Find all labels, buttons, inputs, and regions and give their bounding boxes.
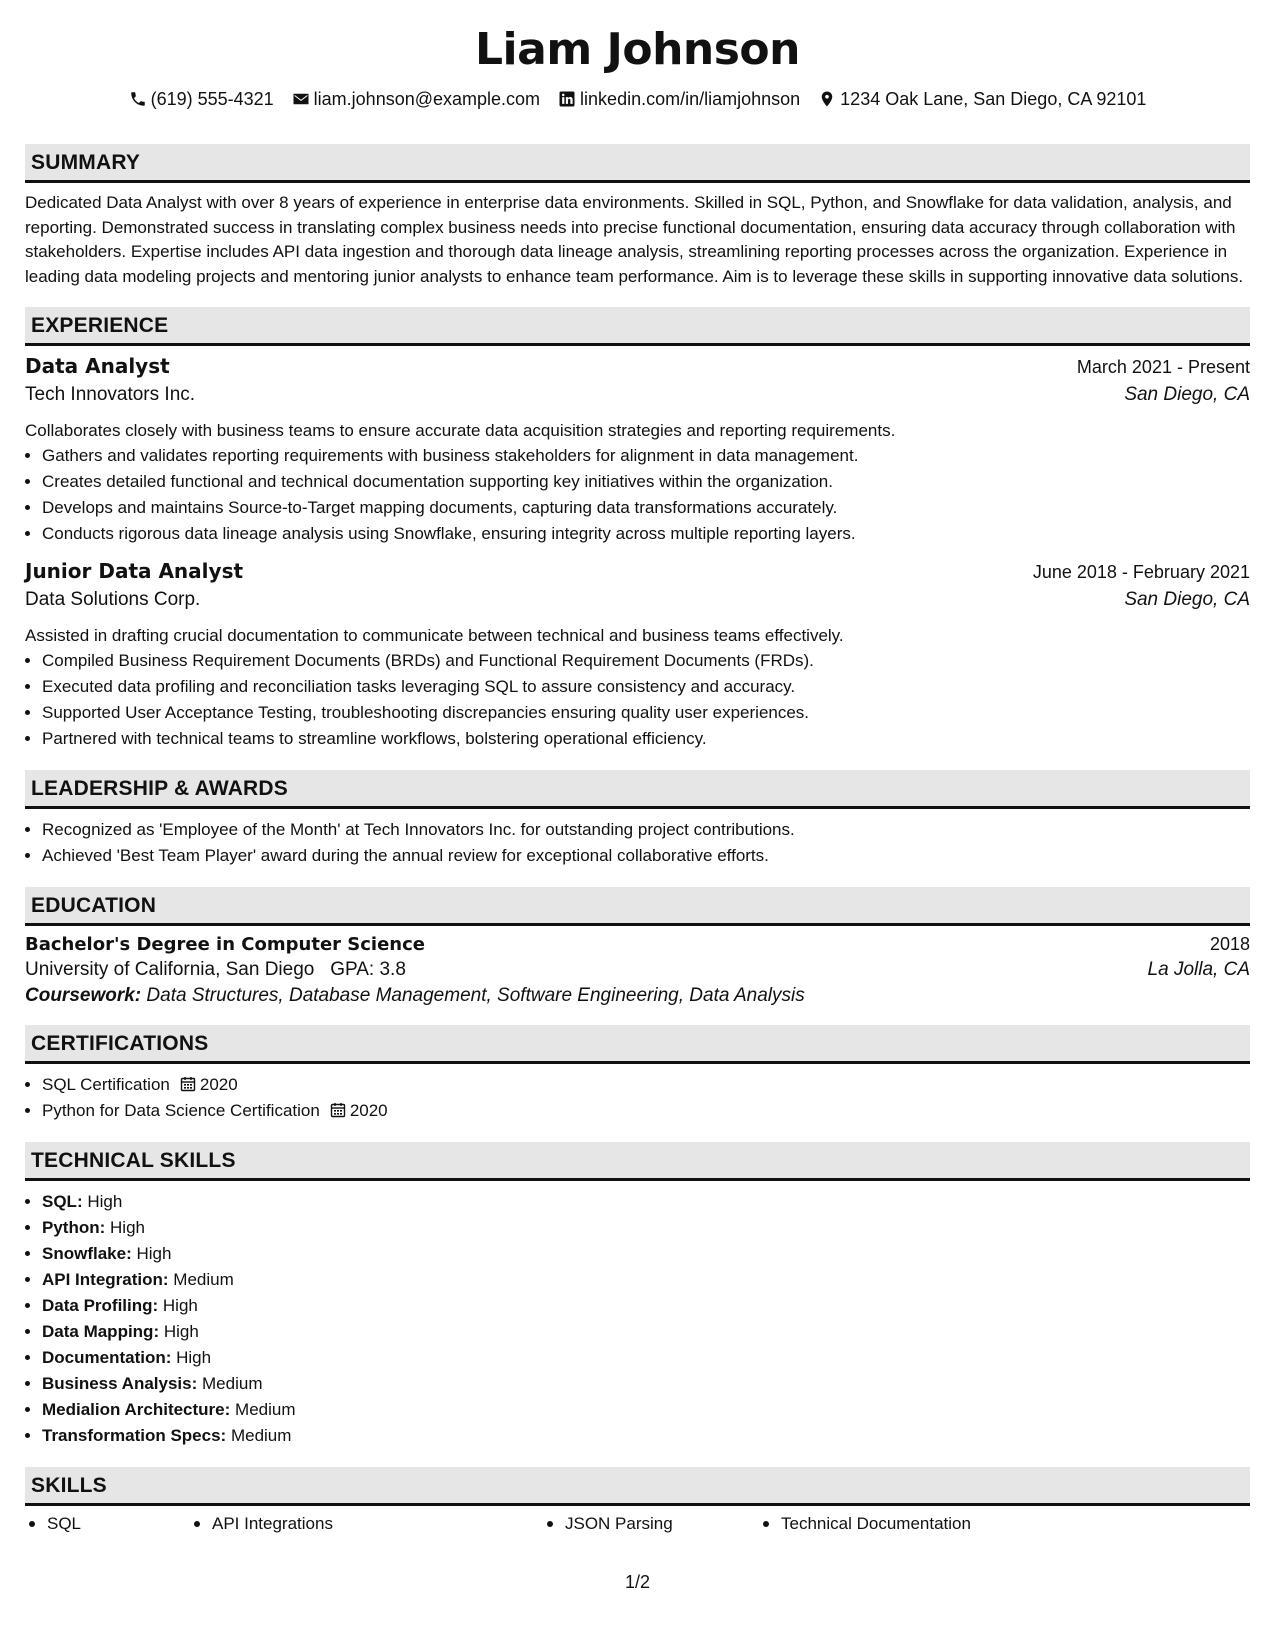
job-title: Junior Data Analyst bbox=[25, 559, 244, 583]
skill-name: Transformation Specs: bbox=[42, 1426, 227, 1445]
list-item bbox=[42, 1293, 1250, 1319]
education-heading: EDUCATION bbox=[25, 887, 1250, 926]
list-item bbox=[25, 1514, 190, 1534]
skill-name: Snowflake: bbox=[42, 1244, 132, 1263]
phone-text: (619) 555-4321 bbox=[150, 89, 274, 109]
leadership-heading: LEADERSHIP & AWARDS bbox=[25, 770, 1250, 809]
list-item bbox=[42, 1189, 1250, 1215]
skill-name: API Integration: bbox=[42, 1270, 169, 1289]
school-name: University of California, San Diego bbox=[25, 959, 315, 980]
summary-text: Dedicated Data Analyst with over 8 years of experience in enterprise data environments. Skilled in SQL, Python, and Snowflake for data validation, analysis, and reporting. Demonstrated success in translating complex business needs into precise functional documentation, ensuring data accuracy through collaboration with stakeholders. Expertise includes API data ingestion and thorough data lineage analysis, streamlining reporting processes across the organization. Experience in leading data modeling projects and mentoring junior analysts to enhance team performance. Aim is to leverage these skills in supporting innovative data solutions. bbox=[25, 193, 1244, 286]
skill-name: Data Mapping: bbox=[42, 1322, 160, 1341]
skill-label: JSON Parsing bbox=[565, 1514, 673, 1533]
list-item: • Creates detailed functional and technical documentation supporting key initiatives within the organization. bbox=[42, 469, 1250, 495]
cert-name: Python for Data Science Certification bbox=[42, 1101, 320, 1120]
list-item bbox=[42, 1345, 1250, 1371]
list-item: • Supported User Acceptance Testing, troubleshooting discrepancies ensuring quality user experiences. bbox=[42, 700, 1250, 726]
list-item bbox=[42, 1215, 1250, 1241]
school-line bbox=[25, 959, 406, 981]
technical-skills-heading: TECHNICAL SKILLS bbox=[25, 1142, 1250, 1181]
list-item bbox=[42, 1423, 1250, 1449]
job-description: Collaborates closely with business teams to ensure accurate data acquisition strategies and reporting requirements. bbox=[25, 421, 896, 440]
candidate-name: Liam Johnson bbox=[475, 24, 800, 75]
list-item: • Compiled Business Requirement Documents (BRDs) and Functional Requirement Documents (FRDs). bbox=[42, 648, 1250, 674]
coursework-line bbox=[25, 985, 1250, 1007]
job-company: Tech Innovators Inc. bbox=[25, 384, 196, 405]
calendar-icon bbox=[180, 1076, 196, 1092]
coursework-label: Coursework: bbox=[25, 985, 142, 1006]
resume-page bbox=[25, 0, 1250, 1534]
coursework-list: Data Structures, Database Management, Software Engineering, Data Analysis bbox=[146, 985, 805, 1006]
list-item bbox=[42, 1397, 1250, 1423]
list-item: • Achieved 'Best Team Player' award during the annual review for exceptional collaborative efforts. bbox=[42, 843, 1250, 869]
skill-label: SQL bbox=[47, 1514, 82, 1533]
skill-level: Medium bbox=[173, 1270, 234, 1289]
list-item bbox=[543, 1514, 759, 1534]
job-bullets bbox=[25, 443, 1250, 547]
certifications-list bbox=[25, 1072, 1250, 1124]
list-item bbox=[42, 1371, 1250, 1397]
skill-name: Medialion Architecture: bbox=[42, 1400, 231, 1419]
gpa: GPA: 3.8 bbox=[330, 959, 406, 980]
cert-year: 2020 bbox=[199, 1075, 238, 1094]
skill-name: SQL: bbox=[42, 1192, 83, 1211]
skill-level: Medium bbox=[230, 1426, 292, 1445]
contact-bar bbox=[25, 86, 1250, 112]
skill-level: High bbox=[162, 1296, 198, 1315]
graduation-year: 2018 bbox=[1209, 934, 1250, 954]
list-item bbox=[42, 1098, 1250, 1124]
summary-heading: SUMMARY bbox=[25, 144, 1250, 183]
skill-level: High bbox=[87, 1192, 123, 1211]
list-item: • Executed data profiling and reconciliation tasks leveraging SQL to assure consistency and accuracy. bbox=[42, 674, 1250, 700]
contact-linkedin bbox=[558, 86, 800, 112]
skills-heading: SKILLS bbox=[25, 1467, 1250, 1506]
bullet-dot bbox=[547, 1521, 553, 1527]
school-location: La Jolla, CA bbox=[1147, 959, 1250, 980]
list-item: • Partnered with technical teams to streamline workflows, bolstering operational efficiency. bbox=[42, 726, 1250, 752]
skills-list bbox=[25, 1514, 1250, 1534]
list-item bbox=[42, 1319, 1250, 1345]
bullet-dot bbox=[194, 1521, 200, 1527]
job-dates: June 2018 - February 2021 bbox=[1032, 562, 1250, 582]
skill-label: API Integrations bbox=[212, 1514, 333, 1533]
calendar-icon bbox=[330, 1102, 346, 1118]
list-item bbox=[190, 1514, 543, 1534]
job-company: Data Solutions Corp. bbox=[25, 589, 201, 610]
skill-name: Data Profiling: bbox=[42, 1296, 159, 1315]
skill-level: Medium bbox=[235, 1400, 296, 1419]
list-item bbox=[42, 1241, 1250, 1267]
page-number: 1/2 bbox=[624, 1572, 651, 1592]
job-entry bbox=[25, 559, 1250, 752]
skill-level: High bbox=[163, 1322, 199, 1341]
contact-email bbox=[292, 86, 540, 112]
contact-phone bbox=[129, 86, 274, 112]
job-dates: March 2021 - Present bbox=[1076, 357, 1250, 377]
cert-year: 2020 bbox=[349, 1101, 388, 1120]
contact-address bbox=[818, 86, 1146, 112]
list-item bbox=[759, 1514, 971, 1534]
skill-level: Medium bbox=[202, 1374, 263, 1393]
linkedin-text[interactable]: linkedin.com/in/liamjohnson bbox=[580, 89, 801, 109]
degree-title: Bachelor's Degree in Computer Science bbox=[25, 934, 425, 955]
skill-level: High bbox=[176, 1348, 212, 1367]
job-location: San Diego, CA bbox=[1124, 384, 1250, 405]
cert-name: SQL Certification bbox=[42, 1075, 170, 1094]
skill-name: Python: bbox=[42, 1218, 106, 1237]
list-item: • Conducts rigorous data lineage analysis using Snowflake, ensuring integrity across multiple reporting layers. bbox=[42, 521, 1250, 547]
skill-label: Technical Documentation bbox=[781, 1514, 971, 1533]
experience-heading: EXPERIENCE bbox=[25, 307, 1250, 346]
skill-name: Documentation: bbox=[42, 1348, 172, 1367]
technical-skills-list bbox=[25, 1189, 1250, 1449]
phone-icon bbox=[129, 90, 147, 108]
address-text: 1234 Oak Lane, San Diego, CA 92101 bbox=[840, 89, 1147, 109]
skill-level: High bbox=[136, 1244, 172, 1263]
skill-level: High bbox=[110, 1218, 145, 1237]
bullet-dot bbox=[763, 1521, 769, 1527]
linkedin-icon bbox=[558, 90, 576, 108]
map-pin-icon bbox=[818, 90, 836, 108]
leadership-list bbox=[25, 817, 1250, 869]
list-item: • Develops and maintains Source-to-Target mapping documents, capturing data transformations accurately. bbox=[42, 495, 1250, 521]
job-bullets bbox=[25, 648, 1250, 752]
list-item bbox=[42, 1267, 1250, 1293]
envelope-icon bbox=[292, 90, 310, 108]
certifications-heading: CERTIFICATIONS bbox=[25, 1025, 1250, 1064]
bullet-dot bbox=[29, 1521, 35, 1527]
list-item bbox=[42, 1072, 1250, 1098]
job-description: Assisted in drafting crucial documentation to communicate between technical and business teams effectively. bbox=[25, 626, 844, 645]
job-entry bbox=[25, 354, 1250, 547]
job-location: San Diego, CA bbox=[1124, 589, 1250, 610]
list-item: • Recognized as 'Employee of the Month' at Tech Innovators Inc. for outstanding project contributions. bbox=[42, 817, 1250, 843]
skill-name: Business Analysis: bbox=[42, 1374, 198, 1393]
job-title: Data Analyst bbox=[25, 354, 170, 378]
list-item: • Gathers and validates reporting requirements with business stakeholders for alignment in data management. bbox=[42, 443, 1250, 469]
email-text[interactable]: liam.johnson@example.com bbox=[313, 89, 541, 109]
